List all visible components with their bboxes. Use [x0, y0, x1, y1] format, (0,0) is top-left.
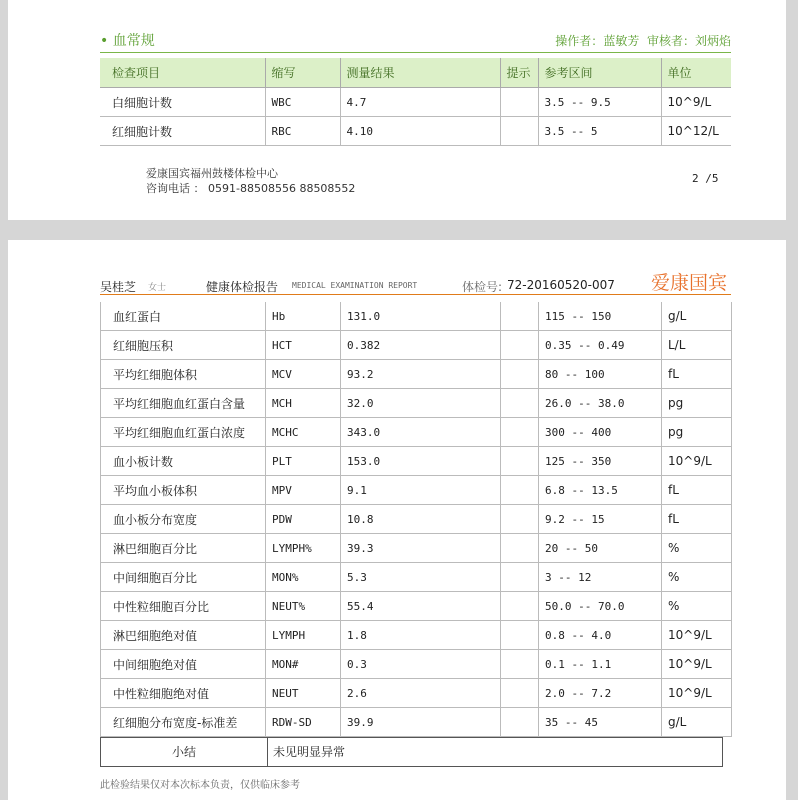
report-title-english: MEDICAL EXAMINATION REPORT: [292, 281, 418, 290]
table-row: [101, 708, 732, 737]
reference-range-cell: 115 -- 150: [539, 302, 662, 331]
table-row: [101, 563, 732, 592]
unit-cell: 10^9/L: [661, 88, 731, 117]
unit-cell: %: [662, 534, 732, 563]
result-cell: 2.6: [341, 679, 501, 708]
abbreviation-cell: MCHC: [266, 418, 341, 447]
table-row: [101, 360, 732, 389]
table-row: [101, 505, 732, 534]
result-cell: 39.3: [341, 534, 501, 563]
unit-cell: 10^9/L: [662, 621, 732, 650]
abbreviation-cell: PDW: [266, 505, 341, 534]
result-cell: 0.3: [341, 650, 501, 679]
reference-range-cell: 6.8 -- 13.5: [539, 476, 662, 505]
summary-label: 小结: [101, 738, 268, 766]
hint-cell: [501, 476, 539, 505]
abbreviation-cell: HCT: [266, 331, 341, 360]
table-row: [101, 302, 732, 331]
abbreviation-cell: WBC: [265, 88, 340, 117]
operator-name: 蓝敏芳: [603, 34, 640, 48]
summary-value: 未见明显异常: [273, 745, 346, 759]
reference-range-cell: 9.2 -- 15: [539, 505, 662, 534]
summary-box: [100, 737, 723, 767]
result-cell: 4.7: [340, 88, 500, 117]
abbreviation-cell: PLT: [266, 447, 341, 476]
item-name-cell: 平均红细胞血红蛋白含量: [101, 389, 266, 418]
result-cell: 93.2: [341, 360, 501, 389]
hint-cell: [501, 360, 539, 389]
reference-range-cell: 26.0 -- 38.0: [539, 389, 662, 418]
abbreviation-cell: MCH: [266, 389, 341, 418]
item-name-cell: 淋巴细胞绝对值: [101, 621, 266, 650]
unit-cell: 10^9/L: [662, 447, 732, 476]
item-name-cell: 平均红细胞血红蛋白浓度: [101, 418, 266, 447]
item-name-cell: 平均血小板体积: [101, 476, 266, 505]
hint-cell: [501, 621, 539, 650]
hint-cell: [500, 117, 538, 146]
item-name-cell: 平均红细胞体积: [101, 360, 266, 389]
table-row: [101, 476, 732, 505]
unit-cell: 10^12/L: [661, 117, 731, 146]
hint-cell: [500, 88, 538, 117]
exam-id-label: 体检号:: [462, 280, 503, 294]
abbreviation-cell: MPV: [266, 476, 341, 505]
table-row: [101, 331, 732, 360]
column-header: 参考区间: [538, 58, 661, 88]
hint-cell: [501, 534, 539, 563]
reference-range-cell: 3.5 -- 5: [538, 117, 661, 146]
blood-routine-table-continued: [100, 302, 732, 737]
table-header-row: [100, 58, 731, 88]
hint-cell: [501, 331, 539, 360]
unit-cell: fL: [662, 476, 732, 505]
table-row: [101, 679, 732, 708]
reference-range-cell: 35 -- 45: [539, 708, 662, 737]
unit-cell: fL: [662, 360, 732, 389]
column-header: 测量结果: [340, 58, 500, 88]
patient-name: 吴桂芝: [100, 280, 137, 294]
unit-cell: g/L: [662, 302, 732, 331]
item-name-cell: 红细胞计数: [100, 117, 265, 146]
table-row: [101, 534, 732, 563]
column-header: 缩写: [265, 58, 340, 88]
unit-cell: 10^9/L: [662, 679, 732, 708]
result-cell: 4.10: [340, 117, 500, 146]
reference-range-cell: 0.35 -- 0.49: [539, 331, 662, 360]
reference-range-cell: 20 -- 50: [539, 534, 662, 563]
section-title: • 血常规: [100, 33, 155, 49]
footer-organization: [146, 166, 355, 196]
report-header: [100, 262, 731, 295]
abbreviation-cell: NEUT: [266, 679, 341, 708]
table-row: [101, 621, 732, 650]
hint-cell: [501, 650, 539, 679]
unit-cell: g/L: [662, 708, 732, 737]
unit-cell: fL: [662, 505, 732, 534]
hint-cell: [501, 563, 539, 592]
table-row: [101, 650, 732, 679]
hint-cell: [501, 447, 539, 476]
unit-cell: %: [662, 563, 732, 592]
item-name-cell: 中间细胞绝对值: [101, 650, 266, 679]
column-header: 检查项目: [100, 58, 265, 88]
hint-cell: [501, 418, 539, 447]
abbreviation-cell: MCV: [266, 360, 341, 389]
item-name-cell: 血小板分布宽度: [101, 505, 266, 534]
exam-id: 72-20160520-007: [507, 278, 615, 292]
abbreviation-cell: Hb: [266, 302, 341, 331]
reference-range-cell: 3.5 -- 9.5: [538, 88, 661, 117]
abbreviation-cell: NEUT%: [266, 592, 341, 621]
hint-cell: [501, 679, 539, 708]
blood-routine-table: [100, 58, 731, 146]
unit-cell: L/L: [662, 331, 732, 360]
unit-cell: 10^9/L: [662, 650, 732, 679]
unit-cell: pg: [662, 389, 732, 418]
org-phone: 咨询电话 ： 0591-88508556 88508552: [146, 182, 356, 195]
reference-range-cell: 125 -- 350: [539, 447, 662, 476]
result-cell: 343.0: [341, 418, 501, 447]
result-cell: 5.3: [341, 563, 501, 592]
result-cell: 32.0: [341, 389, 501, 418]
item-name-cell: 淋巴细胞百分比: [101, 534, 266, 563]
item-name-cell: 中间细胞百分比: [101, 563, 266, 592]
item-name-cell: 白细胞计数: [100, 88, 265, 117]
reference-range-cell: 0.8 -- 4.0: [539, 621, 662, 650]
unit-cell: pg: [662, 418, 732, 447]
operator-label: 操作者：: [555, 34, 604, 48]
report-page-1: [8, 0, 786, 220]
reviewer-label: 审核者：: [646, 34, 695, 48]
hint-cell: [501, 389, 539, 418]
item-name-cell: 血小板计数: [101, 447, 266, 476]
reviewer-name: 刘炳焰: [694, 34, 731, 48]
page-number: 2 /5: [692, 172, 719, 185]
column-header: 单位: [661, 58, 731, 88]
abbreviation-cell: RDW-SD: [266, 708, 341, 737]
item-name-cell: 中性粒细胞百分比: [101, 592, 266, 621]
table-row: [101, 592, 732, 621]
result-cell: 39.9: [341, 708, 501, 737]
item-name-cell: 中性粒细胞绝对值: [101, 679, 266, 708]
reference-range-cell: 80 -- 100: [539, 360, 662, 389]
result-cell: 55.4: [341, 592, 501, 621]
abbreviation-cell: LYMPH%: [266, 534, 341, 563]
report-page-2: [8, 240, 786, 800]
staff-info: [555, 32, 731, 49]
result-cell: 10.8: [341, 505, 501, 534]
abbreviation-cell: MON#: [266, 650, 341, 679]
brand-logo: 爱康国宾: [650, 272, 727, 294]
result-cell: 0.382: [341, 331, 501, 360]
patient-gender: 女士: [148, 283, 167, 293]
reference-range-cell: 2.0 -- 7.2: [539, 679, 662, 708]
table-row: [100, 117, 731, 146]
item-name-cell: 红细胞分布宽度-标准差: [101, 708, 266, 737]
result-cell: 1.8: [341, 621, 501, 650]
table-row: [101, 447, 732, 476]
unit-cell: %: [662, 592, 732, 621]
abbreviation-cell: MON%: [266, 563, 341, 592]
table-row: [100, 88, 731, 117]
report-title: 健康体检报告: [206, 280, 279, 294]
item-name-cell: 血红蛋白: [101, 302, 266, 331]
reference-range-cell: 3 -- 12: [539, 563, 662, 592]
result-cell: 9.1: [341, 476, 501, 505]
hint-cell: [501, 592, 539, 621]
item-name-cell: 红细胞压积: [101, 331, 266, 360]
abbreviation-cell: RBC: [265, 117, 340, 146]
reference-range-cell: 50.0 -- 70.0: [539, 592, 662, 621]
table-row: [101, 418, 732, 447]
reference-range-cell: 300 -- 400: [539, 418, 662, 447]
result-cell: 131.0: [341, 302, 501, 331]
column-header: 提示: [500, 58, 538, 88]
abbreviation-cell: LYMPH: [266, 621, 341, 650]
hint-cell: [501, 302, 539, 331]
disclaimer: 此检验结果仅对本次标本负责，仅供临床参考: [100, 780, 300, 791]
table-row: [101, 389, 732, 418]
reference-range-cell: 0.1 -- 1.1: [539, 650, 662, 679]
org-name: 爱康国宾福州鼓楼体检中心: [146, 167, 278, 180]
section-header: [100, 28, 731, 53]
hint-cell: [501, 505, 539, 534]
hint-cell: [501, 708, 539, 737]
result-cell: 153.0: [341, 447, 501, 476]
